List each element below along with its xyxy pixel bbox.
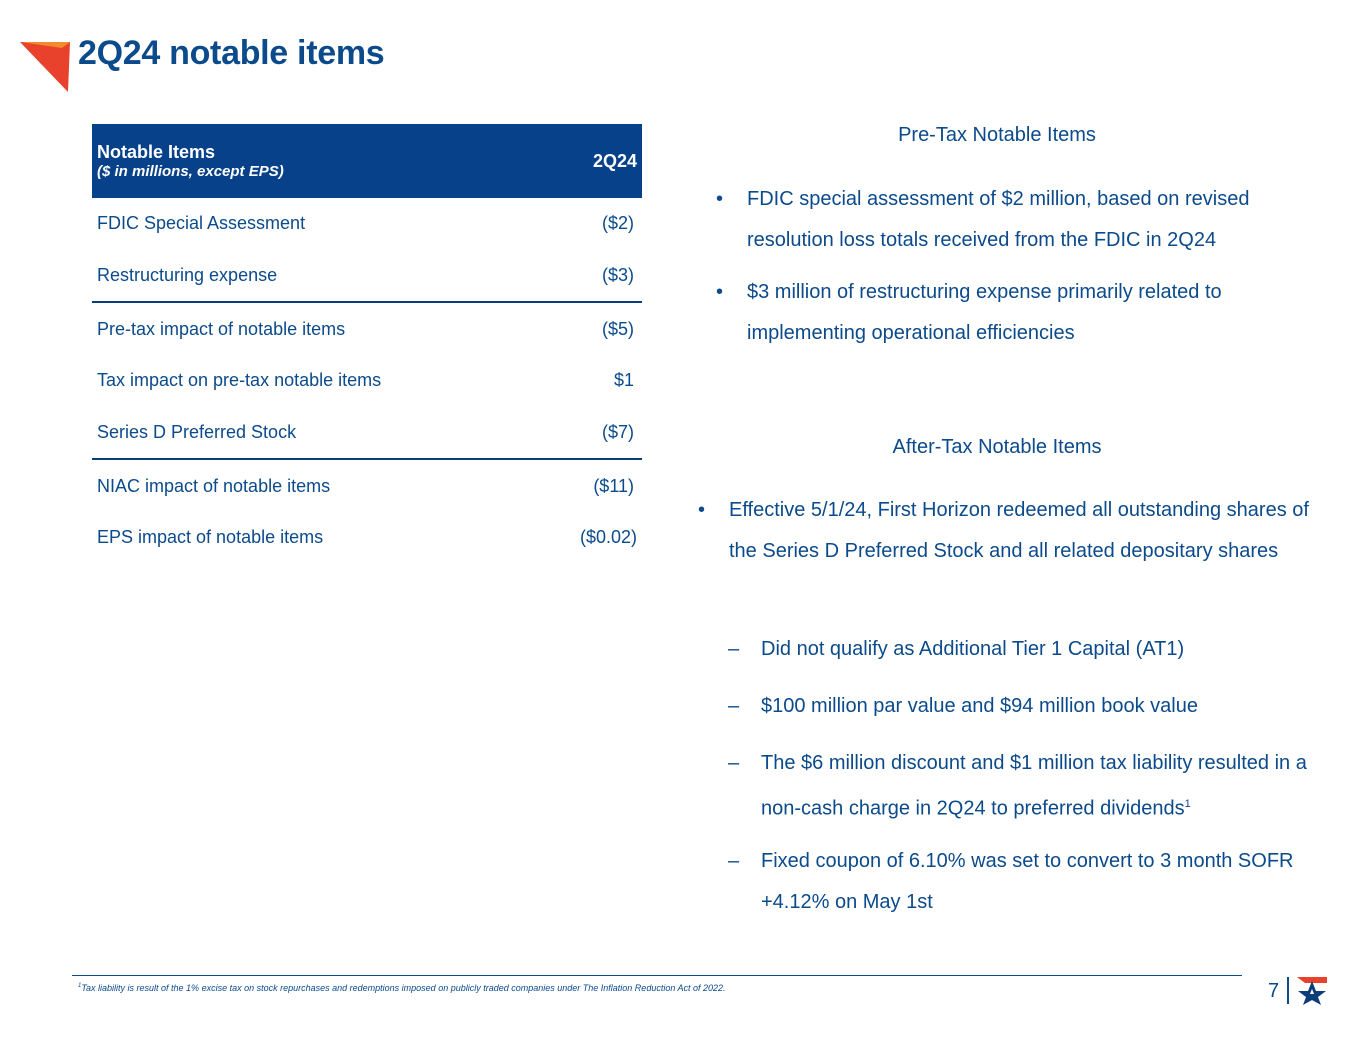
table-row (92, 512, 642, 564)
footnote-text: Tax liability is result of the 1% excise tax on stock repurchases and redemptions imposed on publicly traded companies under The Inflation Reduction Act of 2022. (81, 983, 726, 993)
footer-divider (72, 975, 1242, 976)
table-row (92, 407, 642, 460)
page-number-divider (1287, 977, 1289, 1004)
after-tax-sub-item (728, 629, 1328, 670)
dash-mark: – (728, 752, 740, 774)
bullet-text: Effective 5/1/24, First Horizon redeemed all outstanding shares of the Series D Preferred Stock and all related depositary shares (729, 499, 1309, 562)
row-value: ($3) (512, 250, 642, 303)
after-tax-heading: After-Tax Notable Items (892, 436, 1102, 458)
table-row (92, 250, 642, 303)
row-label: Pre-tax impact of notable items (97, 318, 346, 339)
first-horizon-wedge-icon (20, 40, 72, 94)
sub-item-text-body: The $6 million discount and $1 million tax liability resulted in a non-cash charge in 2Q24 to preferred dividends (761, 752, 1307, 820)
bullet-text: FDIC special assessment of $2 million, based on revised resolution loss totals received from the FDIC in 2Q24 (747, 188, 1250, 251)
table-row (92, 355, 642, 407)
row-label: Series D Preferred Stock (92, 407, 512, 460)
dash-mark: – (728, 638, 740, 660)
footnote-marker: 1 (78, 983, 82, 989)
bullet-text: $3 million of restructuring expense primarily related to implementing operational efficiencies (747, 281, 1222, 344)
footnote (78, 983, 726, 993)
pre-tax-heading: Pre-Tax Notable Items (898, 124, 1096, 146)
after-tax-sub-item (728, 743, 1328, 830)
after-tax-sub-item (728, 686, 1328, 727)
table-row (92, 459, 642, 512)
pre-tax-bullet (716, 179, 1316, 261)
bullet-mark: • (716, 188, 724, 210)
footnote-reference: 1 (1184, 798, 1191, 810)
row-value: ($5) (601, 318, 634, 339)
table-header-title: Notable Items (97, 142, 216, 162)
bullet-mark: • (716, 281, 724, 303)
row-value: ($11) (593, 475, 634, 496)
pre-tax-bullet (716, 272, 1316, 354)
dash-mark: – (728, 850, 740, 872)
bullet-mark: • (698, 499, 706, 521)
page-number: 7 (1268, 980, 1280, 1002)
sub-item-text (761, 743, 1328, 830)
sub-item-text: Fixed coupon of 6.10% was set to convert to 3 month SOFR +4.12% on May 1st (761, 850, 1294, 913)
row-label: Tax impact on pre-tax notable items (97, 370, 382, 391)
page-title: 2Q24 notable items (78, 34, 385, 72)
row-value: $1 (613, 370, 634, 391)
table-row (92, 302, 642, 355)
after-tax-sub-item (728, 841, 1328, 923)
table-header-period: 2Q24 (512, 124, 642, 198)
table-header-label (92, 124, 512, 198)
row-label: EPS impact of notable items (97, 527, 324, 548)
row-label: Restructuring expense (92, 250, 512, 303)
row-label: NIAC impact of notable items (97, 475, 331, 496)
dash-mark: – (728, 695, 740, 717)
row-value: ($0.02) (579, 527, 637, 548)
notable-items-table (92, 124, 642, 564)
sub-item-text: $100 million par value and $94 million book value (761, 695, 1198, 717)
table-header-row (92, 124, 642, 198)
row-value: ($2) (601, 213, 634, 234)
table-row (92, 198, 642, 250)
sub-item-text: Did not qualify as Additional Tier 1 Capital (AT1) (761, 638, 1185, 660)
after-tax-bullet (698, 490, 1318, 572)
table-header-sublabel: ($ in millions, except EPS) (97, 163, 284, 180)
first-horizon-star-icon (1297, 977, 1327, 1005)
row-label: FDIC Special Assessment (97, 213, 306, 234)
row-value: ($7) (512, 407, 642, 460)
